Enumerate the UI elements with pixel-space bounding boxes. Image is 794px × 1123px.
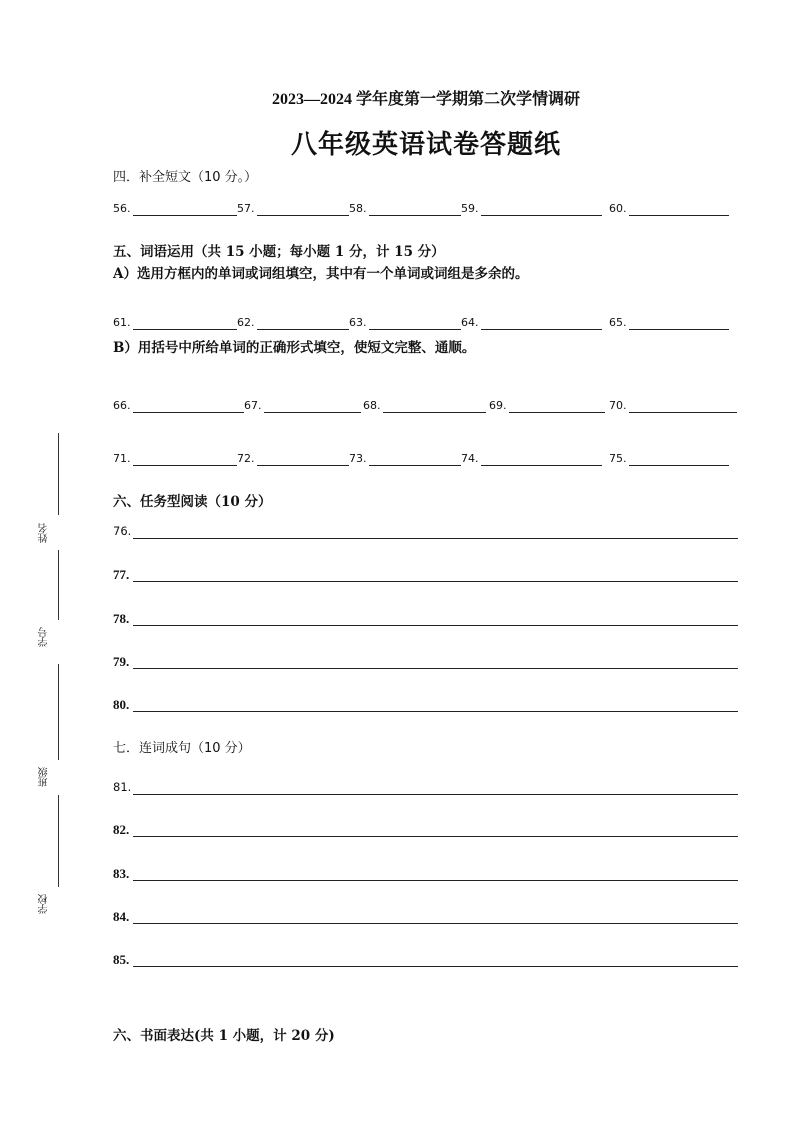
section-6-heading: 六、任务型阅读（10 分） bbox=[113, 494, 272, 510]
answer-line-85[interactable]: 85. bbox=[113, 952, 738, 970]
blank-62[interactable]: 62. bbox=[237, 316, 255, 329]
blank-75[interactable]: 75. bbox=[609, 452, 627, 465]
margin-label-school: 学校 bbox=[39, 894, 50, 914]
blank-72[interactable]: 72. bbox=[237, 452, 255, 465]
answer-line-77[interactable]: 77. bbox=[113, 567, 738, 585]
answer-line-82[interactable]: 82. bbox=[113, 822, 738, 840]
blank-59[interactable]: 59. bbox=[461, 202, 479, 215]
margin-line-name bbox=[58, 433, 59, 515]
blank-65[interactable]: 65. bbox=[609, 316, 627, 329]
answer-line-83[interactable]: 83. bbox=[113, 866, 738, 884]
margin-line-class bbox=[58, 664, 59, 760]
margin-label-number: 学号 bbox=[39, 627, 50, 647]
blank-63[interactable]: 63. bbox=[349, 316, 367, 329]
blank-60[interactable]: 60. bbox=[609, 202, 627, 215]
answer-line-79[interactable]: 79. bbox=[113, 654, 738, 672]
margin-label-name: 姓名 bbox=[39, 523, 50, 543]
blank-70[interactable]: 70. bbox=[609, 399, 627, 412]
blank-69[interactable]: 69. bbox=[489, 399, 507, 412]
margin-label-class: 班级 bbox=[39, 767, 50, 787]
writing-section-heading: 六、书面表达(共 1 小题，计 20 分) bbox=[113, 1028, 335, 1044]
section-5-heading: 五、词语运用（共 15 小题；每小题 1 分，计 15 分） bbox=[113, 244, 445, 260]
answer-line-80[interactable]: 80. bbox=[113, 697, 738, 715]
section-7-heading: 七．连词成句（10 分） bbox=[113, 741, 251, 756]
section-5b-instructions: B）用括号中所给单词的正确形式填空，使短文完整、通顺。 bbox=[113, 340, 476, 356]
blank-73[interactable]: 73. bbox=[349, 452, 367, 465]
blank-61[interactable]: 61. bbox=[113, 316, 131, 329]
blank-67[interactable]: 67. bbox=[244, 399, 262, 412]
exam-title: 2023—2024 学年度第一学期第二次学情调研 bbox=[271, 91, 580, 108]
answer-line-84[interactable]: 84. bbox=[113, 909, 738, 927]
margin-line-number bbox=[58, 550, 59, 620]
blank-57[interactable]: 57. bbox=[237, 202, 255, 215]
blank-64[interactable]: 64. bbox=[461, 316, 479, 329]
blank-68[interactable]: 68. bbox=[363, 399, 381, 412]
blank-66[interactable]: 66. bbox=[113, 399, 131, 412]
answer-line-78[interactable]: 78. bbox=[113, 611, 738, 629]
blank-74[interactable]: 74. bbox=[461, 452, 479, 465]
margin-line-school bbox=[58, 795, 59, 887]
answer-line-76[interactable]: 76. bbox=[113, 524, 738, 542]
answer-line-81[interactable]: 81. bbox=[113, 780, 738, 798]
blank-58[interactable]: 58. bbox=[349, 202, 367, 215]
section-4-heading: 四．补全短文（10 分。） bbox=[113, 170, 258, 185]
blank-56[interactable]: 56. bbox=[113, 202, 131, 215]
blank-71[interactable]: 71. bbox=[113, 452, 131, 465]
section-5a-instructions: A）选用方框内的单词或词组填空，其中有一个单词或词组是多余的。 bbox=[113, 266, 529, 282]
answer-sheet-title: 八年级英语试卷答题纸 bbox=[290, 130, 561, 160]
